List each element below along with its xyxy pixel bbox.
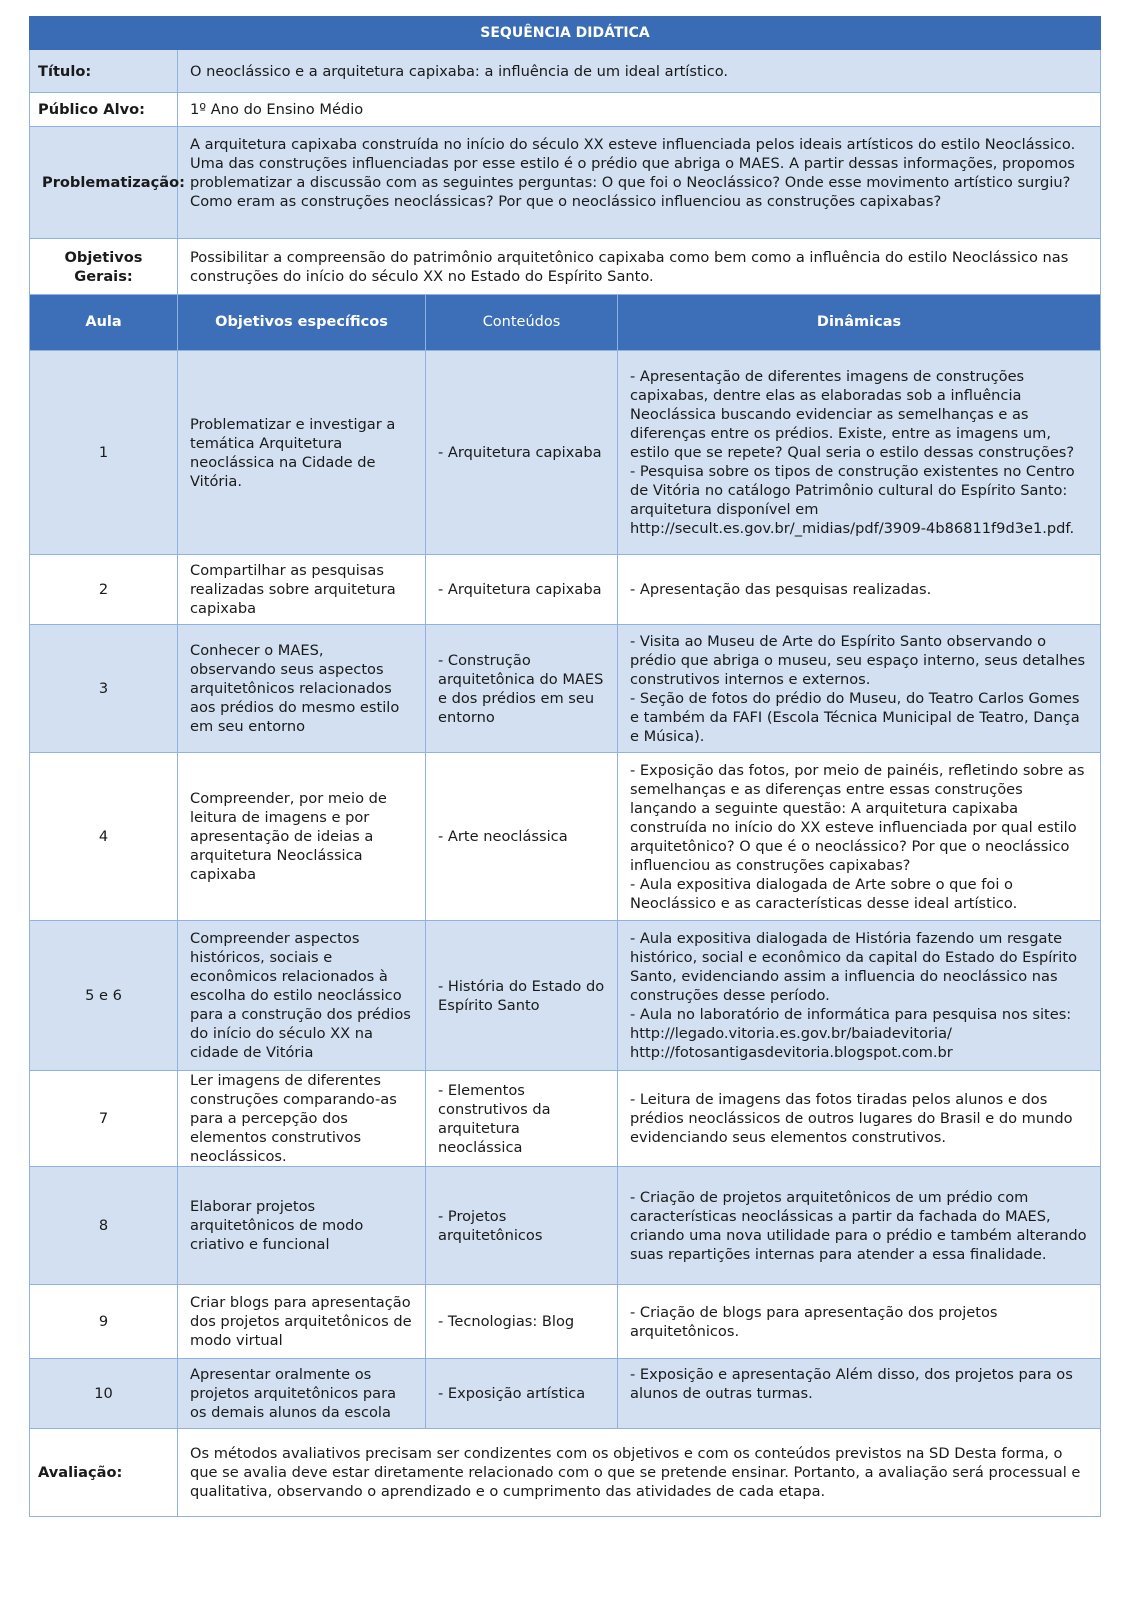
objetivos-gerais-label: Objetivos Gerais: — [30, 239, 178, 295]
titulo-value: O neoclássico e a arquitetura capixaba: a influência de um ideal artístico. — [178, 50, 1101, 93]
objetivos-cell: Ler imagens de diferentes construções comparando-as para a percepção dos elementos construtivos neoclássicos. — [178, 1071, 426, 1167]
column-header-objetivos: Objetivos específicos — [178, 295, 426, 351]
titulo-row — [30, 50, 1101, 93]
dinamicas-cell: - Aula expositiva dialogada de História fazendo um resgate histórico, social e econômico da capital do Estado do Espírito Santo, evidenciando assim a influencia do neoclássico nas construções desse período. - Aula no laboratório de informática para pesquisa nos sites: http://legado.vitoria.es.gov.br/baiadevitoria/ http://fotosantigasdevitoria.blogspot.com.br — [618, 921, 1101, 1071]
aula-number: 5 e 6 — [30, 921, 178, 1071]
aula-number: 10 — [30, 1359, 178, 1429]
aula-number: 7 — [30, 1071, 178, 1167]
conteudos-cell: - Exposição artística — [426, 1359, 618, 1429]
dinamicas-cell: - Visita ao Museu de Arte do Espírito Santo observando o prédio que abriga o museu, seu espaço interno, seus detalhes construtivos internos e externos. - Seção de fotos do prédio do Museu, do Teatro Carlos Gomes e também da FAFI (Escola Técnica Municipal de Teatro, Dança e Música). — [618, 625, 1101, 753]
column-header-dinamicas: Dinâmicas — [618, 295, 1101, 351]
table-row — [30, 1359, 1101, 1429]
titulo-label: Título: — [30, 50, 178, 93]
table-row — [30, 555, 1101, 625]
objetivos-gerais-row — [30, 239, 1101, 295]
objetivos-cell: Elaborar projetos arquitetônicos de modo criativo e funcional — [178, 1167, 426, 1285]
dinamicas-cell: - Criação de projetos arquitetônicos de um prédio com características neoclássicas a partir da fachada do MAES, criando uma nova utilidade para o prédio e também alterando suas repartições internas para atender a essa finalidade. — [618, 1167, 1101, 1285]
aula-number: 8 — [30, 1167, 178, 1285]
objetivos-gerais-value: Possibilitar a compreensão do patrimônio arquitetônico capixaba como bem como a influência do estilo Neoclássico nas construções do início do século XX no Estado do Espírito Santo. — [178, 239, 1101, 295]
aula-number: 2 — [30, 555, 178, 625]
objetivos-cell: Compreender, por meio de leitura de imagens e por apresentação de ideias a arquitetura Neoclássica capixaba — [178, 753, 426, 921]
dinamicas-cell: - Criação de blogs para apresentação dos projetos arquitetônicos. — [618, 1285, 1101, 1359]
dinamicas-cell: - Leitura de imagens das fotos tiradas pelos alunos e dos prédios neoclássicos de outros lugares do Brasil e do mundo evidenciando seus elementos construtivos. — [618, 1071, 1101, 1167]
sequencia-didatica-document — [29, 16, 1100, 1517]
table-row — [30, 753, 1101, 921]
table-row — [30, 1285, 1101, 1359]
avaliacao-row — [30, 1429, 1101, 1517]
conteudos-cell: - Tecnologias: Blog — [426, 1285, 618, 1359]
publico-value: 1º Ano do Ensino Médio — [178, 93, 1101, 127]
objetivos-cell: Compreender aspectos históricos, sociais e econômicos relacionados à escolha do estilo neoclássico para a construção dos prédios do início do século XX na cidade de Vitória — [178, 921, 426, 1071]
column-header-conteudos: Conteúdos — [426, 295, 618, 351]
objetivos-cell: Problematizar e investigar a temática Arquitetura neoclássica na Cidade de Vitória. — [178, 351, 426, 555]
aula-number: 1 — [30, 351, 178, 555]
dinamicas-cell: - Exposição das fotos, por meio de painéis, refletindo sobre as semelhanças e as diferenças entre essas construções lançando a seguinte questão: A arquitetura capixaba construída no início do XX esteve influenciada por qual estilo arquitetônico? O que é o neoclássico? Por que o neoclássico influenciou as construções capixabas? - Aula expositiva dialogada de Arte sobre o que foi o Neoclássico e as características desse ideal artístico. — [618, 753, 1101, 921]
problematizacao-label: Problematização: — [30, 127, 178, 239]
table-row — [30, 351, 1101, 555]
conteudos-cell: - Elementos construtivos da arquitetura neoclássica — [426, 1071, 618, 1167]
table-row — [30, 625, 1101, 753]
sequencia-table — [29, 16, 1101, 1517]
conteudos-cell: - Arte neoclássica — [426, 753, 618, 921]
aula-number: 9 — [30, 1285, 178, 1359]
table-row — [30, 921, 1101, 1071]
conteudos-cell: - Construção arquitetônica do MAES e dos prédios em seu entorno — [426, 625, 618, 753]
objetivos-cell: Apresentar oralmente os projetos arquitetônicos para os demais alunos da escola — [178, 1359, 426, 1429]
banner-row — [30, 17, 1101, 50]
publico-row — [30, 93, 1101, 127]
banner-title: SEQUÊNCIA DIDÁTICA — [30, 17, 1101, 50]
table-row — [30, 1071, 1101, 1167]
objetivos-cell: Criar blogs para apresentação dos projetos arquitetônicos de modo virtual — [178, 1285, 426, 1359]
aula-number: 3 — [30, 625, 178, 753]
avaliacao-label: Avaliação: — [30, 1429, 178, 1517]
objetivos-cell: Compartilhar as pesquisas realizadas sobre arquitetura capixaba — [178, 555, 426, 625]
problematizacao-value: A arquitetura capixaba construída no início do século XX esteve influenciada pelos ideais artísticos do estilo Neoclássico. Uma das construções influenciadas por esse estilo é o prédio que abriga o MAES. A partir dessas informações, propomos problematizar a discussão com as seguintes perguntas: O que foi o Neoclássico? Onde esse movimento artístico surgiu? Como eram as construções neoclássicas? Por que o neoclássico influenciou as construções capixabas? — [178, 127, 1101, 239]
aula-number: 4 — [30, 753, 178, 921]
conteudos-cell: - História do Estado do Espírito Santo — [426, 921, 618, 1071]
conteudos-cell: - Arquitetura capixaba — [426, 351, 618, 555]
dinamicas-cell: - Apresentação de diferentes imagens de construções capixabas, dentre elas as elaboradas sob a influência Neoclássica buscando evidenciar as semelhanças e as diferenças entre os prédios. Existe, entre as imagens um, estilo que se repete? Qual seria o estilo dessas construções? - Pesquisa sobre os tipos de construção existentes no Centro de Vitória no catálogo Patrimônio cultural do Espírito Santo: arquitetura disponível em http://secult.es.gov.br/_midias/pdf/3909-4b86811f9d3e1.pdf. — [618, 351, 1101, 555]
objetivos-cell: Conhecer o MAES, observando seus aspectos arquitetônicos relacionados aos prédios do mesmo estilo em seu entorno — [178, 625, 426, 753]
avaliacao-value: Os métodos avaliativos precisam ser condizentes com os objetivos e com os conteúdos previstos na SD Desta forma, o que se avalia deve estar diretamente relacionado com o que se pretende ensinar. Portanto, a avaliação será processual e qualitativa, observando o aprendizado e o cumprimento das atividades de cada etapa. — [178, 1429, 1101, 1517]
column-header-row — [30, 295, 1101, 351]
conteudos-cell: - Projetos arquitetônicos — [426, 1167, 618, 1285]
column-header-aula: Aula — [30, 295, 178, 351]
dinamicas-cell: - Apresentação das pesquisas realizadas. — [618, 555, 1101, 625]
problematizacao-row — [30, 127, 1101, 239]
conteudos-cell: - Arquitetura capixaba — [426, 555, 618, 625]
table-row — [30, 1167, 1101, 1285]
publico-label: Público Alvo: — [30, 93, 178, 127]
dinamicas-cell: - Exposição e apresentação Além disso, dos projetos para os alunos de outras turmas. — [618, 1359, 1101, 1429]
